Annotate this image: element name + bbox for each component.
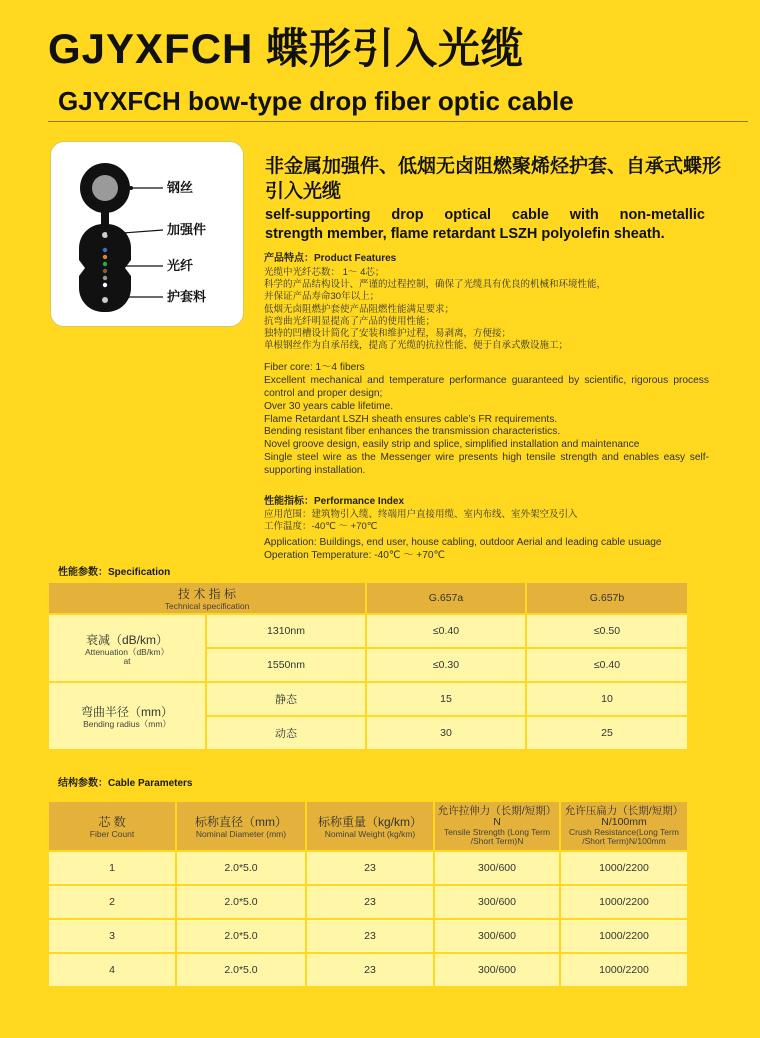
performance-en-list (264, 537, 709, 563)
feature-cn-item: 独特的凹槽设计简化了安装和维护过程，易剥离，方便接； (264, 328, 512, 340)
tensile-cell: 300/600 (434, 885, 560, 919)
tensile-cell: 300/600 (434, 919, 560, 953)
header-crush-resistance (560, 801, 688, 851)
headline-en-line-2: strength member, flame retardant LSZH polyolefin sheath. (265, 226, 665, 242)
crush-cell: 1000/2200 (560, 885, 688, 919)
diameter-cell: 2.0*5.0 (176, 919, 306, 953)
value-cell: 25 (526, 716, 688, 750)
header-en: Nominal Diameter (mm) (195, 829, 287, 839)
table-row (48, 682, 688, 716)
cable-cross-section-diagram (50, 141, 244, 327)
attenuation-label (48, 614, 206, 682)
weight-cell: 23 (306, 919, 434, 953)
weight-cell: 23 (306, 953, 434, 987)
header-cn: 标称重量（kg/km） (317, 815, 422, 829)
features-label: 产品特点：Product Features (264, 253, 397, 264)
performance-label: 性能指标：Performance Index (264, 495, 405, 507)
label-sheath: 护套料 (167, 290, 207, 305)
diameter-cell: 2.0*5.0 (176, 885, 306, 919)
tensile-cell: 300/600 (434, 851, 560, 885)
title-divider (48, 121, 748, 122)
page-subtitle: GJYXFCH bow-type drop fiber optic cable (58, 86, 574, 116)
features-section (264, 249, 709, 563)
table-header-row (48, 582, 688, 614)
fiber-count-cell: 1 (48, 851, 176, 885)
value-cell: 15 (366, 682, 526, 716)
feature-cn-item: 并保证产品寿命30年以上； (264, 291, 380, 303)
crush-cell: 1000/2200 (560, 953, 688, 987)
feature-en-item: Fiber core: 1～4 fibers (264, 362, 365, 374)
table-row (48, 953, 688, 987)
header-en: Technical specification (164, 601, 250, 611)
tensile-cell: 300/600 (434, 953, 560, 987)
header-en: Tensile Strength (Long Term /Short Term)N (443, 827, 551, 846)
headline-en-line-1: self-supporting drop optical cable with non-metallic (265, 207, 705, 223)
bending-en: Bending radius（mm） (83, 719, 171, 729)
label-strength-member: 加强件 (167, 223, 207, 238)
header-en: Nominal Weight (kg/km) (324, 829, 416, 839)
header-en: Crush Resistance(Long Term /Short Term)N/100mm (569, 827, 679, 846)
mode-cell: 静态 (206, 682, 366, 716)
feature-en-item: Single steel wire as the Messenger wire presents high tensile strength and enables easy self-supporting installation. (264, 452, 709, 476)
feature-en-item: Excellent mechanical and temperature performance guaranteed by scientific, rigorous process control and proper design; (264, 375, 709, 400)
headline-en (265, 206, 705, 244)
feature-en-item: Novel groove design, easily strip and splice, simplified installation and maintenance (264, 439, 640, 451)
feature-cn-item: 科学的产品结构设计、严谨的过程控制，确保了光缆具有优良的机械和环境性能， (264, 279, 607, 291)
value-cell: 10 (526, 682, 688, 716)
value-cell: ≤0.30 (366, 648, 526, 682)
diameter-cell: 2.0*5.0 (176, 953, 306, 987)
header-technical-spec (48, 582, 366, 614)
crush-cell: 1000/2200 (560, 919, 688, 953)
feature-en-item: Flame Retardant LSZH sheath ensures cable’s FR requirements. (264, 413, 558, 425)
header-cn: 允许压扁力（长期/短期）N/100mm (564, 805, 684, 828)
fiber-count-cell: 4 (48, 953, 176, 987)
bending-cn: 弯曲半径（mm） (81, 705, 173, 719)
header-en: Fiber Count (89, 829, 135, 839)
attenuation-en: Attenuation（dB/km） (84, 646, 170, 657)
value-cell: ≤0.40 (526, 648, 688, 682)
weight-cell: 23 (306, 851, 434, 885)
diameter-cell: 2.0*5.0 (176, 851, 306, 885)
features-en-list (264, 362, 709, 477)
features-cn-list (264, 267, 709, 352)
feature-cn-item: 抗弯曲光纤明显提高了产品的使用性能； (264, 315, 436, 327)
mode-cell: 动态 (206, 716, 366, 750)
specification-table (47, 581, 689, 751)
performance-cn-item: 应用范围：建筑物引入缆、终端用户直接用缆、室内布线、室外架空及引入 (264, 508, 578, 520)
header-cn: 标称直径（mm） (195, 815, 287, 829)
bending-radius-label (48, 682, 206, 750)
headline-cn: 非金属加强件、低烟无卤阻燃聚烯烃护套、自承式蝶形引入光缆 (265, 155, 722, 202)
table-row (48, 885, 688, 919)
performance-en-item: Application: Buildings, end user, house cabling, outdoor Aerial and leading cable usuage (264, 537, 662, 548)
performance-cn-item: 工作温度：-40℃ ～ +70℃ (264, 520, 378, 532)
header-cn: 芯 数 (98, 815, 126, 829)
label-fiber: 光纤 (167, 259, 194, 274)
header-tensile-strength (434, 801, 560, 851)
weight-cell: 23 (306, 885, 434, 919)
header-nominal-weight (306, 801, 434, 851)
table-row (48, 851, 688, 885)
header-nominal-diameter (176, 801, 306, 851)
cable-diagram-svg (51, 142, 243, 326)
cable-parameters-label: 结构参数：Cable Parameters (58, 778, 193, 789)
table-row (48, 919, 688, 953)
feature-cn-item: 单根钢丝作为自承吊线，提高了光缆的抗拉性能、便于自承式敷设施工； (264, 340, 569, 352)
page-title: GJYXFCH 蝶形引入光缆 (48, 25, 525, 72)
feature-en-item: Bending resistant fiber enhances the transmission characteristics. (264, 426, 561, 438)
value-cell: 30 (366, 716, 526, 750)
performance-cn-list (264, 509, 709, 533)
value-cell: ≤0.40 (366, 614, 526, 648)
cable-parameters-table (47, 800, 689, 988)
header-cn: 技 术 指 标 (178, 587, 237, 601)
table-row (48, 614, 688, 648)
header-fiber-count (48, 801, 176, 851)
performance-en-item: Operation Temperature: -40℃ ～ +70℃ (264, 549, 445, 561)
attenuation-cn: 衰减（dB/km） (85, 632, 168, 647)
fiber-count-cell: 2 (48, 885, 176, 919)
header-g657b: G.657b (526, 582, 688, 614)
wavelength-cell: 1550nm (206, 648, 366, 682)
attenuation-en-at: at (123, 655, 131, 666)
feature-cn-item: 低烟无卤阻燃护套使产品阻燃性能满足要求； (264, 303, 455, 315)
specification-label: 性能参数：Specification (58, 567, 171, 578)
header-g657a: G.657a (366, 582, 526, 614)
crush-cell: 1000/2200 (560, 851, 688, 885)
value-cell: ≤0.50 (526, 614, 688, 648)
feature-en-item: Over 30 years cable lifetime. (264, 400, 394, 412)
fiber-count-cell: 3 (48, 919, 176, 953)
table-header-row (48, 801, 688, 851)
wavelength-cell: 1310nm (206, 614, 366, 648)
header-cn: 允许拉伸力（长期/短期）N (437, 805, 557, 828)
feature-cn-item: 光缆中光纤芯数： 1～ 4芯； (264, 267, 385, 278)
label-steel-wire: 钢丝 (167, 181, 194, 196)
